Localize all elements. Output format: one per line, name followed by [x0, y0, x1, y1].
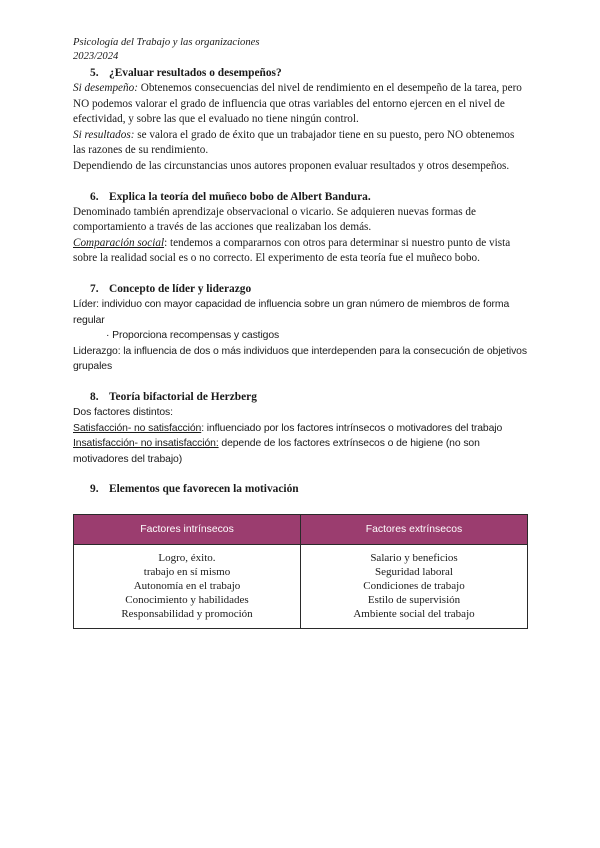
paragraph-text: Obtenemos consecuencias del nivel de rendimiento en el desempeño de la tarea, pero NO podemos valorar el grado de influencia que otras variables del entorno ejercen en el nivel de efectividad, y sobre las que el evaluado no tiene ningún control.	[73, 82, 522, 126]
section-number: 8.	[90, 390, 99, 403]
section-5	[73, 66, 528, 175]
list-item: Logro, éxito.	[158, 552, 216, 565]
table-header-intrinsic: Factores intrínsecos	[74, 515, 301, 545]
paragraph: Dependiendo de las circunstancias unos autores proponen evaluar resultados y otros desempeños.	[73, 159, 510, 172]
paragraph	[73, 436, 528, 467]
paragraph-text: : influenciado por los factores intrínsecos o motivadores del trabajo	[201, 422, 503, 434]
paragraph-label: Insatisfacción- no insatisfacción:	[73, 438, 219, 450]
section-heading	[90, 482, 528, 497]
section-number: 6.	[90, 190, 99, 203]
table-header-row	[74, 515, 528, 545]
paragraph	[73, 81, 528, 128]
motivation-factors-table	[73, 514, 528, 629]
section-title: Elementos que favorecen la motivación	[109, 483, 299, 496]
list-item: Seguridad laboral	[375, 566, 453, 579]
page-header	[73, 36, 528, 64]
paragraph-label: Si resultados:	[73, 128, 135, 141]
document-page	[73, 36, 528, 629]
section-number: 9.	[90, 483, 99, 496]
section-heading	[90, 190, 528, 205]
bullet-item: · Proporciona recompensas y castigos	[106, 330, 280, 342]
paragraph: Liderazgo: la influencia de dos o más individuos que interdependen para la consecución de objetivos grupales	[73, 345, 527, 373]
section-title: Concepto de líder y liderazgo	[109, 282, 252, 295]
paragraph	[73, 421, 528, 437]
list-item: trabajo en sí mismo	[143, 566, 231, 579]
section-6	[73, 190, 528, 267]
paragraph-label: Comparación social	[73, 236, 165, 249]
list-item: Conocimiento y habilidades	[125, 594, 249, 607]
list-item: Salario y beneficios	[370, 552, 458, 565]
section-title: Explica la teoría del muñeco bobo de Albert Bandura.	[109, 190, 371, 203]
course-title: Psicología del Trabajo y las organizaciones	[73, 37, 260, 48]
section-heading	[90, 282, 528, 297]
academic-year: 2023/2024	[73, 51, 119, 62]
intrinsic-factors-cell	[74, 545, 301, 629]
section-number: 7.	[90, 282, 99, 295]
list-item: Autonomía en el trabajo	[133, 580, 241, 593]
section-heading	[90, 66, 528, 81]
paragraph-label: Satisfacción- no satisfacción	[73, 422, 202, 434]
extrinsic-factors-cell	[301, 545, 528, 629]
section-number: 5.	[90, 67, 99, 79]
paragraph	[73, 128, 528, 159]
section-9	[73, 482, 528, 629]
paragraph-label: Si desempeño:	[73, 82, 138, 94]
paragraph	[73, 236, 528, 267]
section-8	[73, 390, 528, 467]
section-heading	[90, 390, 528, 405]
table-row	[74, 545, 528, 629]
paragraph-text: depende de los factores extrínsecos o de higiene (no son motivadores del trabajo)	[73, 438, 480, 465]
section-7	[73, 282, 528, 375]
list-item: Condiciones de trabajo	[363, 580, 465, 593]
paragraph: Denominado también aprendizaje observacional o vicario. Se adquieren nuevas formas de comportamiento a través de las acciones que realizaban los demás.	[73, 205, 476, 234]
paragraph-text: se valora el grado de éxito que un trabajador tiene en su puesto, pero NO obtenemos las razones de su rendimiento.	[73, 128, 515, 157]
section-title: Teoría bifactorial de Herzberg	[109, 390, 257, 403]
list-item: Ambiente social del trabajo	[353, 608, 475, 621]
paragraph: Líder: individuo con mayor capacidad de influencia sobre un gran número de miembros de forma regular	[73, 298, 510, 326]
table-header-extrinsic: Factores extrínsecos	[301, 515, 528, 545]
list-item: Estilo de supervisión	[367, 594, 461, 607]
list-item: Responsabilidad y promoción	[121, 608, 253, 621]
paragraph: Dos factores distintos:	[73, 406, 173, 418]
paragraph-text: : tendemos a compararnos con otros para determinar si nuestro punto de vista sobre la realidad social es o no correcto. El experimento de esta teoría fue el muñeco bobo.	[73, 236, 511, 265]
section-title: ¿Evaluar resultados o desempeños?	[109, 67, 282, 79]
